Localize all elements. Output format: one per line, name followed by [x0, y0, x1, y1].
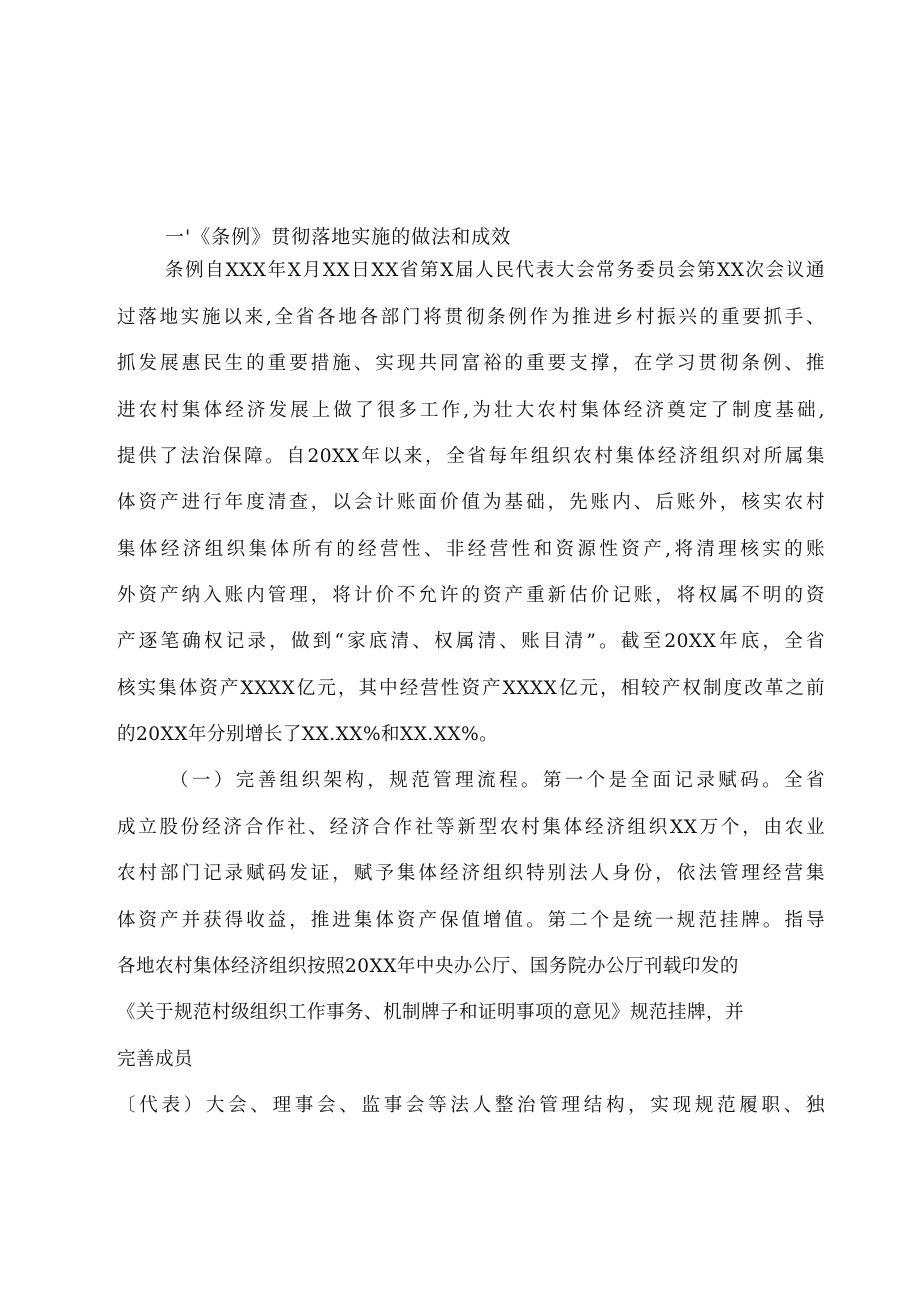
paragraph-1-line-5: 提供了法治保障。自20XX年以来，全省每年组织农村集体经济组织对所属集 [117, 446, 825, 467]
paragraph-1-line-11: 的20XX年分别增长了XX.XX%和XX.XX%。 [117, 724, 499, 745]
paragraph-2-line-3: 农村部门记录赋码发证，赋予集体经济组织特别法人身份，依法管理经营集 [117, 863, 825, 884]
section-heading: 一'《条例》贯彻落地实施的做法和成效 [165, 226, 512, 248]
paragraph-1-line-7: 集体经济组织集体所有的经营性、非经营性和资源性资产,将清理核实的账 [117, 539, 825, 560]
paragraph-1-line-4: 进农村集体经济发展上做了很多工作,为壮大农村集体经济奠定了制度基础, [117, 400, 825, 421]
paragraph-2-line-7: 完善成员 [117, 1049, 194, 1070]
paragraph-1-line-2: 过落地实施以来,全省各地各部门将贯彻条例作为推进乡村振兴的重要抓手、 [117, 307, 825, 328]
paragraph-1-line-6: 体资产进行年度清查，以会计账面价值为基础，先账内、后账外，核实农村 [117, 492, 825, 513]
paragraph-1-line-3: 抓发展惠民生的重要措施、实现共同富裕的重要支撑，在学习贯彻条例、推 [117, 353, 825, 374]
paragraph-1-line-8: 外资产纳入账内管理，将计价不允许的资产重新估价记账，将权属不明的资 [117, 585, 825, 606]
paragraph-1-line-10: 核实集体资产XXXX亿元，其中经营性资产XXXX亿元，相较产权制度改革之前 [117, 678, 825, 699]
paragraph-2-line-2: 成立股份经济合作社、经济合作社等新型农村集体经济组织XX万个，由农业 [117, 817, 825, 838]
paragraph-2-line-5: 各地农村集体经济组织按照20XX年中央办公厅、国务院办公厅刊载印发的 [117, 956, 739, 977]
paragraph-2-line-8: 〔代表）大会、理事会、监事会等法人整治管理结构，实现规范履职、独 [117, 1095, 825, 1116]
paragraph-2-line-4: 体资产并获得收益，推进集体资产保值增值。第二个是统一规范挂牌。指导 [117, 910, 825, 931]
paragraph-2-line-1: （一）完善组织架构，规范管理流程。第一个是全面记录赋码。全省 [170, 770, 825, 791]
paragraph-1-line-9: 产逐笔确权记录，做到“家底清、权属清、账目清”。截至20XX年底，全省 [117, 631, 825, 652]
paragraph-2-line-6: 《关于规范村级组织工作事务、机制牌子和证明事项的意见》规范挂牌，并 [117, 1002, 745, 1023]
paragraph-1-line-1: 条例自XXX年X月XX日XX省第X届人民代表大会常务委员会第XX次会议通 [165, 260, 825, 281]
